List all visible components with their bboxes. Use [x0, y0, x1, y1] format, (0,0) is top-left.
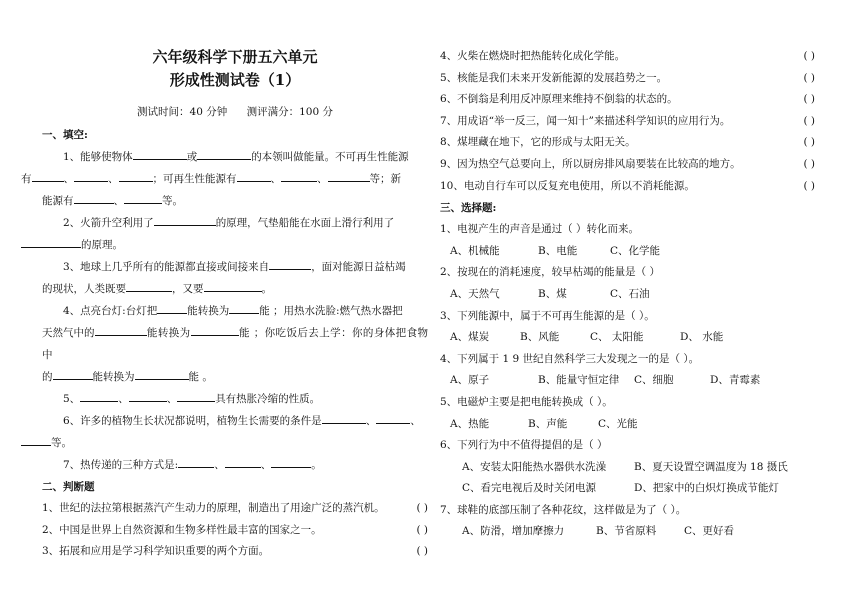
- option[interactable]: C、光能: [598, 417, 638, 430]
- section-judgment-title: 二、判断题: [42, 481, 95, 493]
- judgment-item-4: [440, 46, 815, 68]
- fill-question-3: [42, 256, 428, 300]
- judgment-item-1: [42, 498, 428, 520]
- blank[interactable]: [157, 301, 187, 314]
- blank[interactable]: [229, 301, 259, 314]
- blank[interactable]: [225, 455, 261, 468]
- blank[interactable]: [154, 213, 216, 226]
- text: 、: [113, 195, 124, 207]
- blank[interactable]: [178, 455, 214, 468]
- judgment-text: 5、核能是我们未来开发新能源的发展趋势之一。: [440, 71, 668, 84]
- option[interactable]: D、 水能: [680, 331, 724, 344]
- blank[interactable]: [32, 169, 64, 182]
- text: 能源有: [42, 195, 74, 207]
- blank[interactable]: [271, 455, 311, 468]
- text: 4、点亮台灯:台灯把: [63, 305, 158, 317]
- option[interactable]: B、电能: [538, 244, 578, 257]
- option[interactable]: B、煤: [538, 287, 567, 300]
- choice-options-5: [440, 414, 815, 436]
- fill-question-5: [42, 388, 428, 410]
- option[interactable]: B、能量守恒定律: [538, 374, 620, 387]
- answer-paren[interactable]: ( ): [416, 545, 428, 558]
- blank[interactable]: [53, 367, 93, 380]
- test-time: 测试时间：40 分钟: [137, 106, 228, 118]
- choice-options-2: [440, 284, 815, 306]
- test-score: 测评满分：100 分: [246, 106, 333, 118]
- option[interactable]: D、把家中的白炽灯换成节能灯: [634, 482, 779, 495]
- blank[interactable]: [129, 389, 167, 402]
- answer-paren[interactable]: ( ): [416, 502, 428, 514]
- option[interactable]: A、防滑，增加摩擦力: [462, 525, 565, 538]
- text: 、: [108, 173, 119, 185]
- text: 能 ；用热水洗脸:燃气热水器把: [259, 305, 403, 317]
- blank[interactable]: [119, 169, 153, 182]
- judgment-item-7: [440, 111, 815, 133]
- blank[interactable]: [197, 147, 251, 160]
- text: 的原理，气垫船能在水面上滑行利用了: [215, 217, 395, 229]
- text: 、: [270, 173, 281, 185]
- choice-question-1: 1、电视产生的声音是通过（ ）转化而来。: [440, 223, 640, 236]
- text: 2、火箭升空利用了: [63, 217, 154, 229]
- blank[interactable]: [269, 257, 311, 270]
- text: 等。: [51, 437, 72, 449]
- choice-question-7: 7、球鞋的底部压制了各种花纹，这样做是为了（ ）。: [440, 503, 687, 516]
- text: ；可再生性能源有: [152, 173, 237, 185]
- answer-paren[interactable]: ( ): [803, 93, 815, 106]
- text: 能 。: [188, 371, 213, 383]
- fill-question-1: [21, 146, 428, 212]
- answer-paren[interactable]: ( ): [803, 71, 815, 84]
- text: 、: [166, 393, 178, 405]
- blank[interactable]: [133, 147, 187, 160]
- fill-question-2: [42, 212, 428, 256]
- text: 具有热胀冷缩的性质。: [215, 393, 321, 405]
- text: 、: [214, 459, 225, 471]
- blank[interactable]: [177, 389, 215, 402]
- judgment-item-5: [440, 68, 815, 90]
- option[interactable]: C、化学能: [610, 244, 661, 257]
- option[interactable]: C、 太阳能: [590, 331, 644, 344]
- text: 能 ；你吃饭后去上学：你的身体把食物中: [42, 327, 429, 361]
- option[interactable]: C、更好看: [684, 525, 735, 538]
- section-choice-title: 三、选择题:: [440, 202, 497, 215]
- test-meta: [42, 104, 428, 120]
- text: 能转换为: [92, 371, 135, 383]
- text: 等；新: [369, 173, 401, 185]
- text: 、: [118, 393, 129, 405]
- blank[interactable]: [204, 279, 262, 292]
- option[interactable]: A、安装太阳能热水器供水洗澡: [462, 460, 607, 473]
- answer-paren[interactable]: ( ): [803, 179, 815, 192]
- text: 有: [21, 173, 32, 185]
- choice-options-3: [440, 327, 815, 349]
- choice-options-6a: [440, 457, 815, 479]
- fill-question-7: [42, 454, 428, 476]
- judgment-text: 10、电动自行车可以反复充电使用，所以不消耗能源。: [440, 179, 695, 192]
- choice-options-4: [440, 370, 815, 392]
- blank[interactable]: [191, 323, 239, 336]
- choice-question-3: 3、下列能源中，属于不可再生能源的是（ ）。: [440, 309, 655, 322]
- option[interactable]: A、煤炭: [450, 331, 490, 344]
- blank[interactable]: [95, 323, 147, 336]
- text: 。: [261, 283, 272, 295]
- text: 等。: [162, 195, 183, 207]
- section-fill-blank-title: 一、填空:: [42, 129, 88, 141]
- option[interactable]: B、风能: [520, 331, 560, 344]
- judgment-item-10: [440, 176, 815, 198]
- text: 、: [410, 415, 421, 427]
- text: 天然气中的: [42, 327, 95, 339]
- judgment-item-3: [42, 541, 428, 563]
- judgment-text: 8、煤埋藏在地下，它的形成与太阳无关。: [440, 136, 636, 149]
- text: 、: [63, 173, 74, 185]
- text: 。: [311, 459, 322, 471]
- blank[interactable]: [21, 235, 81, 248]
- fill-question-4: [42, 300, 428, 388]
- text: 的原理。: [81, 239, 123, 251]
- option[interactable]: C、细胞: [634, 374, 674, 387]
- choice-options-6b: [440, 478, 815, 500]
- option[interactable]: A、天然气: [450, 287, 500, 300]
- text: ，面对能源日益枯竭: [311, 261, 406, 273]
- right-column: [440, 46, 815, 543]
- judgment-item-2: [42, 520, 428, 542]
- text: 的现状，人类既要: [42, 283, 126, 295]
- choice-options-1: [440, 241, 815, 263]
- page-subtitle: 形成性测试卷（1）: [169, 71, 301, 89]
- option[interactable]: B、夏天设置空调温度为 18 摄氏: [634, 460, 788, 473]
- option[interactable]: A、热能: [450, 417, 490, 430]
- judgment-text: 2、中国是世界上自然资源和生物多样性最丰富的国家之一。: [42, 523, 322, 536]
- answer-paren[interactable]: ( ): [803, 136, 815, 149]
- text: 、: [260, 459, 272, 471]
- answer-paren[interactable]: ( ): [416, 523, 428, 536]
- blank[interactable]: [237, 169, 271, 182]
- blank[interactable]: [126, 279, 172, 292]
- text: 、: [317, 173, 328, 185]
- blank[interactable]: [80, 389, 118, 402]
- judgment-item-9: [440, 154, 815, 176]
- text: 的: [42, 371, 53, 383]
- blank[interactable]: [322, 411, 366, 424]
- blank[interactable]: [74, 191, 114, 204]
- text: 7、热传递的三种方式是:: [63, 459, 179, 471]
- fill-question-6: [42, 410, 428, 454]
- text: 6、许多的植物生长状况都说明，植物生长需要的条件是: [63, 415, 322, 427]
- blank[interactable]: [74, 169, 108, 182]
- text: 、: [365, 415, 377, 427]
- answer-paren[interactable]: ( ): [803, 114, 815, 127]
- judgment-item-6: [440, 89, 815, 111]
- option[interactable]: B、节省原料: [596, 525, 657, 538]
- judgment-text: 4、火柴在燃烧时把热能转化成化学能。: [440, 50, 626, 62]
- option[interactable]: D、青霉素: [710, 374, 761, 387]
- option[interactable]: C、石油: [610, 287, 650, 300]
- left-column: [21, 46, 429, 563]
- judgment-text: 7、用成语“举一反三，闻一知十”来描述科学知识的应用行为。: [440, 114, 731, 127]
- judgment-text: 9、因为热空气总要向上，所以厨房排风扇要装在比较高的地方。: [440, 157, 741, 170]
- text: 能转换为: [187, 305, 230, 317]
- judgment-text: 3、拓展和应用是学习科学知识重要的两个方面。: [42, 545, 270, 558]
- answer-paren[interactable]: ( ): [803, 50, 815, 62]
- choice-options-7: [440, 521, 815, 543]
- answer-paren[interactable]: ( ): [803, 157, 815, 170]
- option[interactable]: A、原子: [450, 374, 490, 387]
- page-title: 六年级科学下册五六单元: [152, 48, 318, 66]
- option[interactable]: B、声能: [528, 417, 568, 430]
- blank[interactable]: [376, 411, 410, 424]
- text: 3、地球上几乎所有的能源都直接或间接来自: [63, 261, 270, 273]
- option[interactable]: A、机械能: [450, 244, 500, 257]
- text: 的本领叫做能量。不可再生性能源: [251, 151, 409, 163]
- text: 1、能够使物体: [63, 151, 133, 163]
- blank[interactable]: [124, 191, 162, 204]
- text: ，又要: [172, 283, 204, 295]
- text: 5、: [63, 393, 81, 405]
- choice-question-4: 4、下列属于 1 9 世纪自然科学三大发现之一的是（ ）。: [440, 352, 700, 365]
- judgment-item-8: [440, 132, 815, 154]
- judgment-text: 1、世纪的法拉第根据蒸汽产生动力的原理，制造出了用途广泛的蒸汽机。: [42, 502, 385, 514]
- choice-question-2: 2、按现在的消耗速度，较早枯竭的能量是（ ）: [440, 266, 661, 279]
- blank[interactable]: [135, 367, 189, 380]
- blank[interactable]: [281, 169, 317, 182]
- text: 能转换为: [146, 327, 191, 339]
- blank[interactable]: [21, 433, 51, 446]
- blank[interactable]: [328, 169, 370, 182]
- choice-question-6: 6、下列行为中不值得提倡的是（ ）: [440, 439, 608, 452]
- text: 或: [186, 151, 198, 163]
- option[interactable]: C、看完电视后及时关闭电源: [462, 482, 597, 495]
- judgment-text: 6、不倒翁是利用反冲原理来维持不倒翁的状态的。: [440, 93, 678, 106]
- choice-question-5: 5、电磁炉主要是把电能转换成（ ）。: [440, 395, 613, 408]
